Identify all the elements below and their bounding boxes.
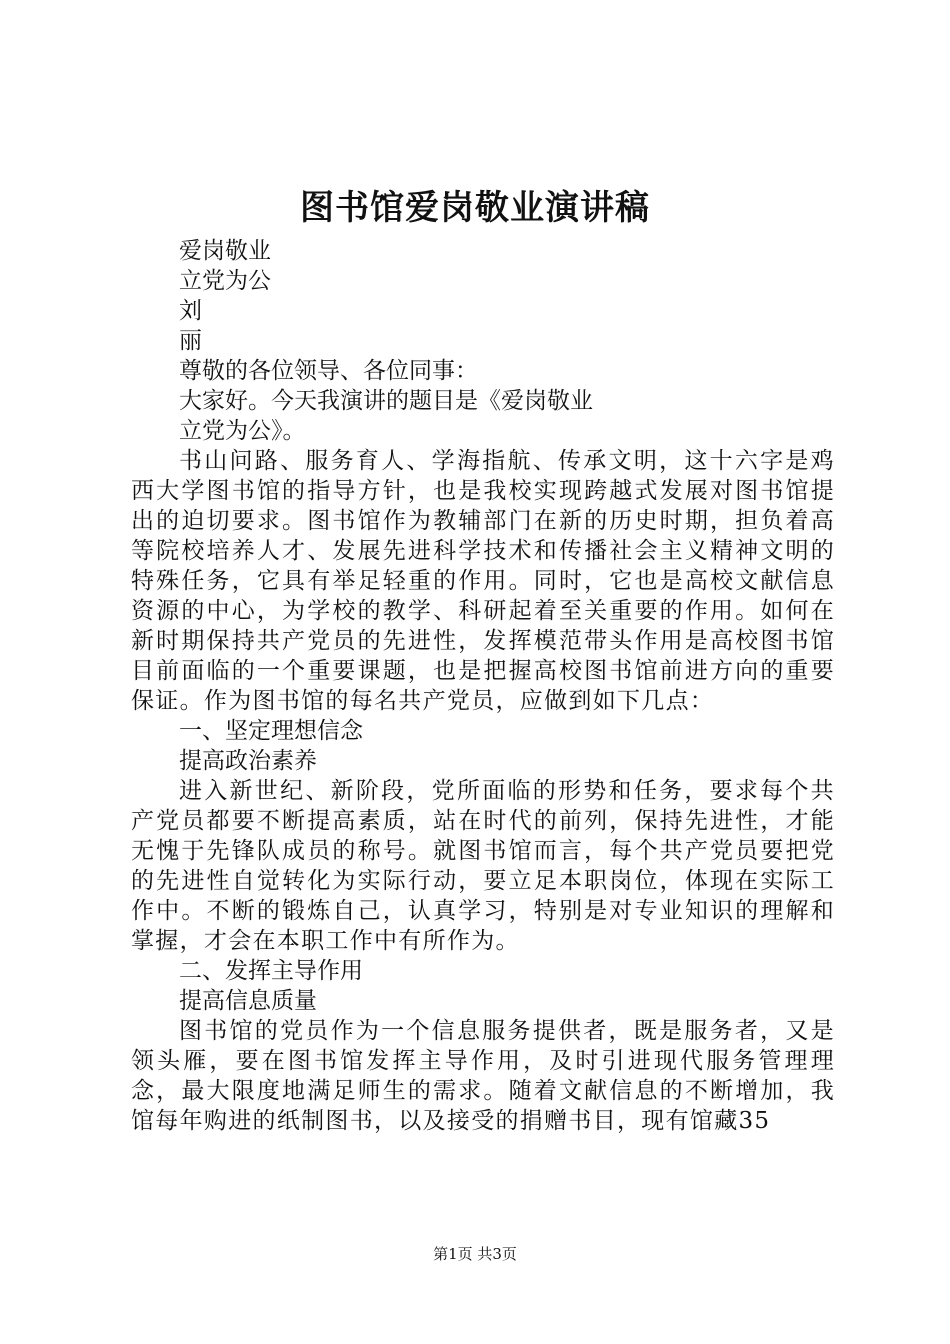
section-1-heading: 一、坚定理想信念 [179, 718, 363, 744]
page-number: 第1页 共3页 [433, 1245, 517, 1263]
heading-line-1: 爱岗敬业 [179, 238, 271, 264]
author-given-name: 丽 [179, 328, 202, 354]
section-1-subheading: 提高政治素养 [179, 748, 317, 774]
greeting-line-continued: 立党为公》。 [179, 418, 306, 444]
document-title: 图书馆爱岗敬业演讲稿 [300, 188, 650, 228]
document-body [131, 236, 835, 1136]
section-2-heading: 二、发挥主导作用 [179, 958, 363, 984]
page-footer [0, 1244, 950, 1264]
heading-line-2: 立党为公 [179, 268, 271, 294]
body-paragraph-1: 书山问路、服务育人、学海指航、传承文明，这十六字是鸡西大学图书馆的指导方针，也是我校实现跨越式发展对图书馆提出的迫切要求。图书馆作为教辅部门在新的历史时期，担负着高等院校培养人才、发展先进科学技术和传播社会主义精神文明的特殊任务，它具有举足轻重的作用。同时，它也是高校文献信息资源的中心，为学校的教学、科研起着至关重要的作用。如何在新时期保持共产党员的先进性，发挥模范带头作用是高校图书馆目前面临的一个重要课题，也是把握高校图书馆前进方向的重要保证。作为图书馆的每名共产党员，应做到如下几点： [131, 448, 835, 714]
section-2-subheading: 提高信息质量 [179, 988, 317, 1014]
salutation: 尊敬的各位领导、各位同事： [179, 358, 478, 384]
body-paragraph-3: 图书馆的党员作为一个信息服务提供者，既是服务者，又是领头雁，要在图书馆发挥主导作用，及时引进现代服务管理理念，最大限度地满足师生的需求。随着文献信息的不断增加，我馆每年购进的纸制图书，以及接受的捐赠书目，现有馆藏35 [131, 1018, 835, 1134]
author-surname: 刘 [179, 298, 202, 324]
greeting-line: 大家好。今天我演讲的题目是《爱岗敬业 [179, 388, 593, 414]
body-paragraph-2: 进入新世纪、新阶段，党所面临的形势和任务，要求每个共产党员都要不断提高素质，站在时代的前列，保持先进性，才能无愧于先锋队成员的称号。就图书馆而言，每个共产党员要把党的先进性自觉转化为实际行动，要立足本职岗位，体现在实际工作中。不断的锻炼自己，认真学习，特别是对专业知识的理解和掌握，才会在本职工作中有所作为。 [131, 778, 835, 954]
